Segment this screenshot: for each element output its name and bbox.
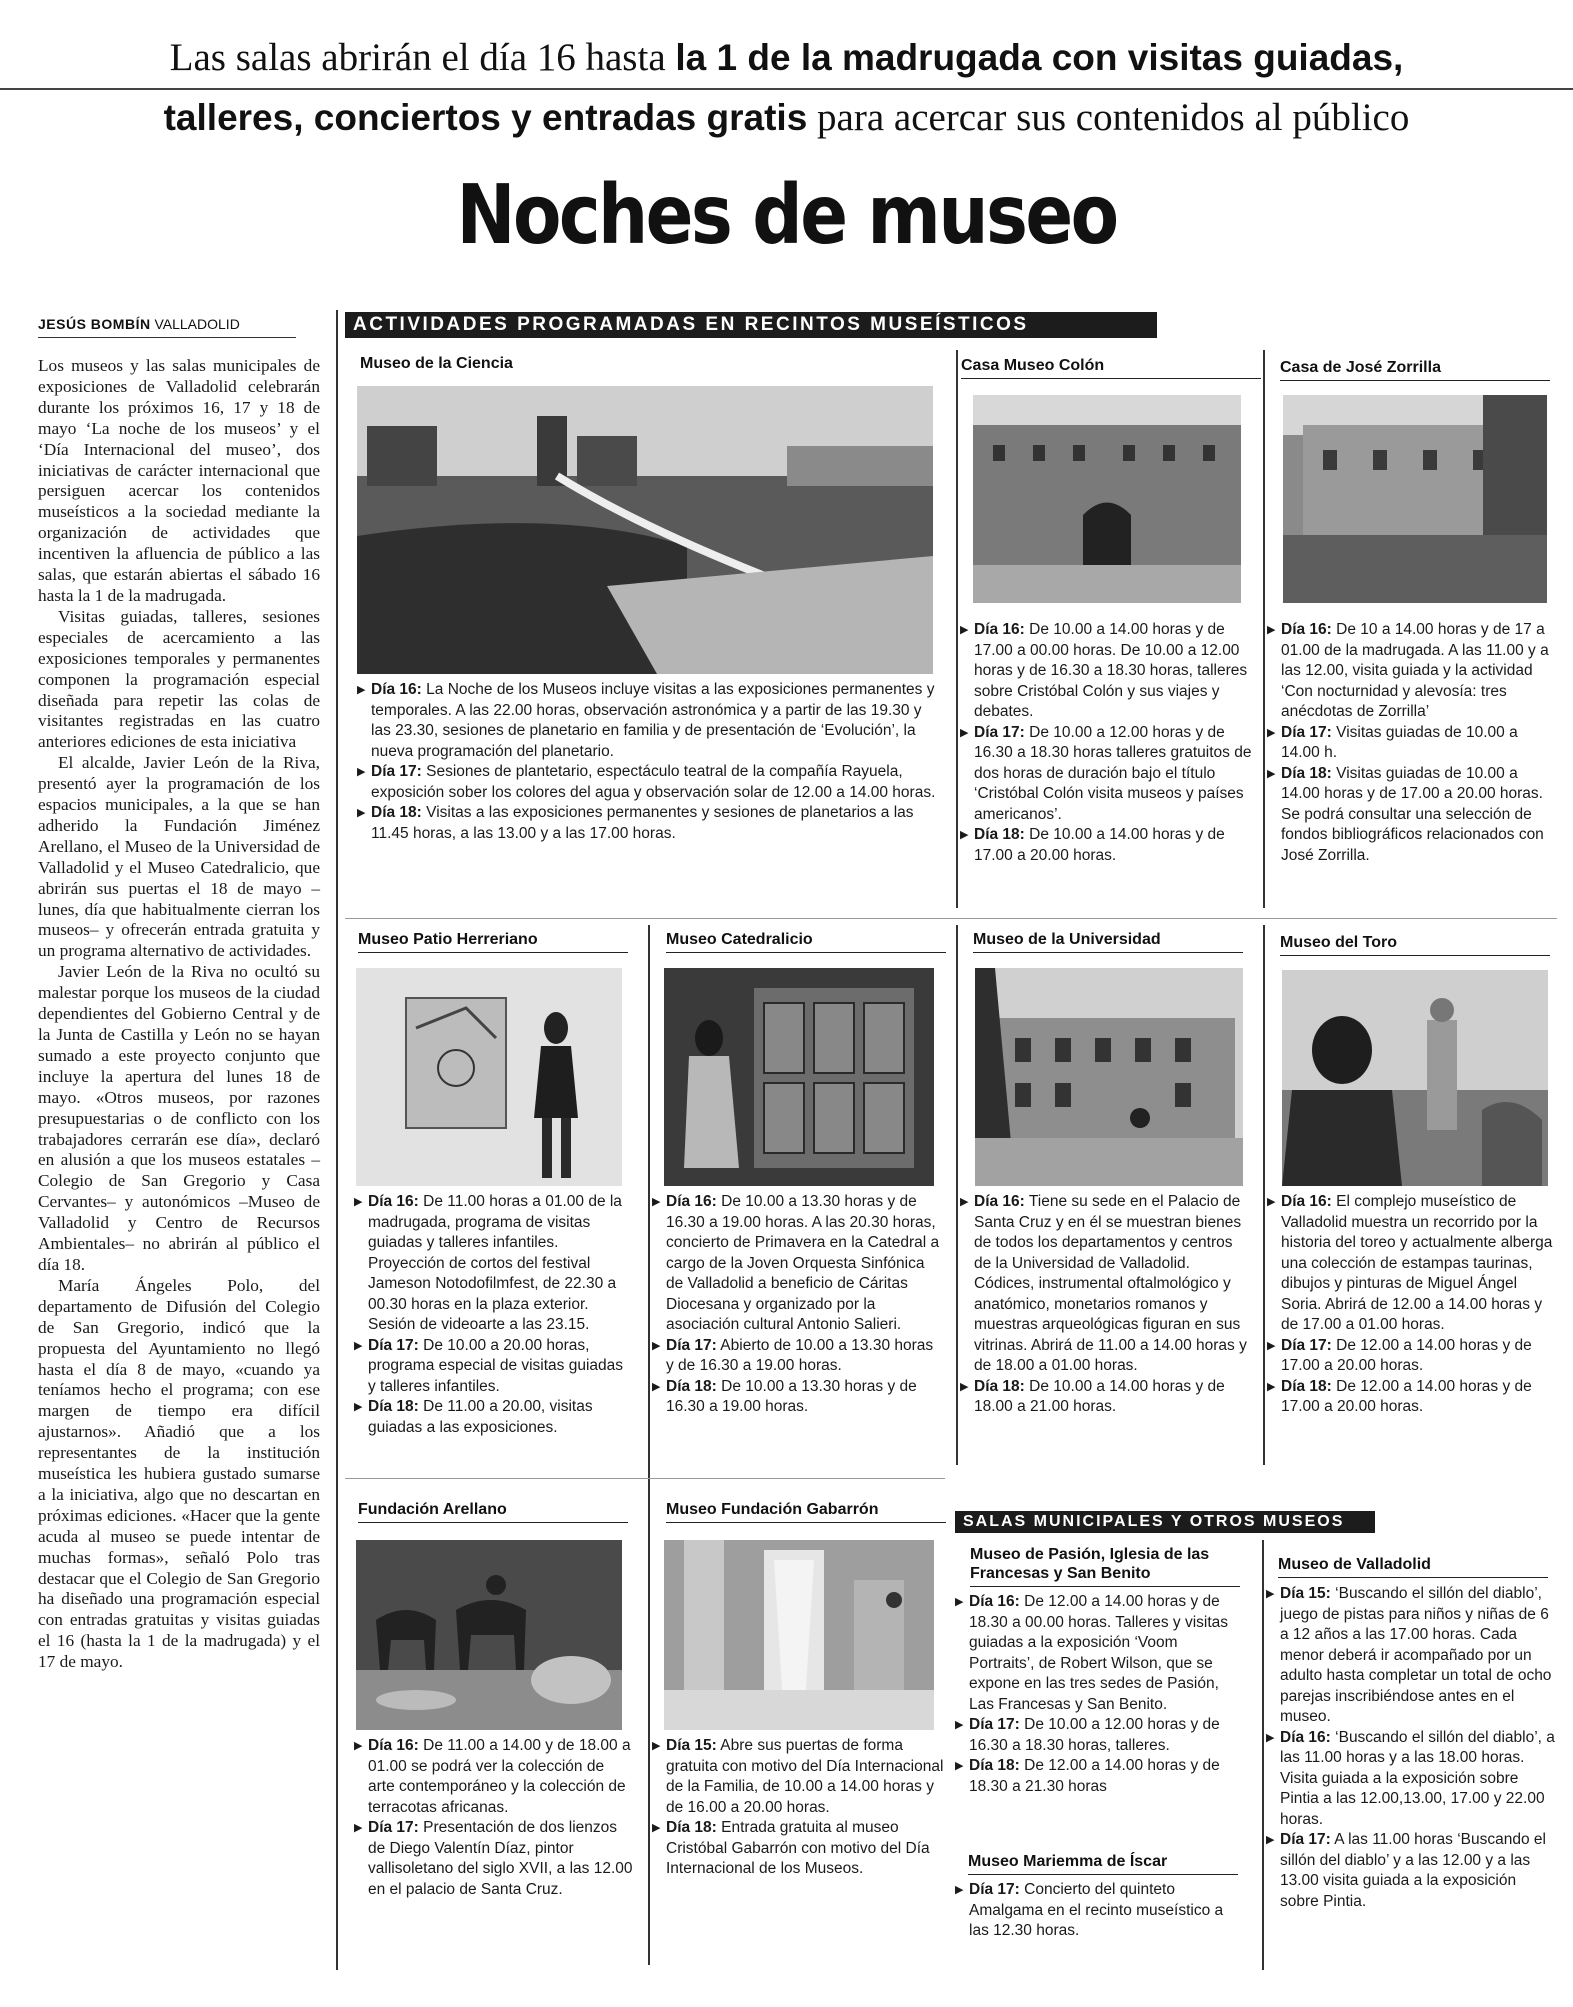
schedule-item bbox=[960, 723, 1252, 826]
schedule-item bbox=[357, 762, 937, 803]
schedule-item bbox=[354, 1736, 634, 1818]
byline-place: VALLADOLID bbox=[154, 316, 240, 332]
schedule-item bbox=[955, 1715, 1247, 1756]
schedule-text: De 12.00 a 14.00 horas y de 17.00 a 20.00 horas. bbox=[1281, 1377, 1532, 1415]
schedule-day: Día 16: bbox=[974, 621, 1025, 638]
schedule-text: La Noche de los Museos incluye visitas a las exposiciones permanentes y temporales. A las 22.00 horas, observación astronómica y a partir de las 19.30 y las 23.30, sesiones de planetario en familia y de presentación de ‘Evolución’, la nueva programación del planetario. bbox=[371, 681, 935, 760]
museum-desc-zorrilla bbox=[1267, 620, 1559, 866]
schedule-item bbox=[354, 1397, 634, 1438]
photo-museo-catedralicio bbox=[664, 968, 934, 1186]
museum-title-gabarron: Museo Fundación Gabarrón bbox=[666, 1500, 946, 1523]
schedule-text: Visitas a las exposiciones permanentes y sesiones de planetarios a las 11.45 horas, a las 13.00 y a las 17.00 horas. bbox=[371, 804, 914, 842]
schedule-item bbox=[955, 1880, 1247, 1942]
schedule-text: Abre sus puertas de forma gratuita con motivo del Día Internacional de la Familia, de 10.00 a 14.00 horas y de 16.00 a 20.00 horas. bbox=[666, 1737, 944, 1816]
article-paragraph: El alcalde, Javier León de la Riva, presentó ayer la programación de los espacios municipales, a la que se han adherido la Fundación Jiménez Arellano, el Museo de la Universidad de Valladolid y el Museo Catedralicio, que abrirán sus puertas el 18 de mayo –lunes, día que habitualmente cierran los museos– y ofrecerán entrada gratuita y un programa alternativo de actividades. bbox=[38, 753, 320, 961]
schedule-day: Día 17: bbox=[1281, 723, 1332, 741]
museum-title-herreriano: Museo Patio Herreriano bbox=[358, 930, 628, 953]
schedule-item bbox=[1267, 1377, 1559, 1418]
schedule-text: De 10 a 14.00 horas y de 17 a 01.00 de la madrugada. A las 11.00 y a las 12.00, visita guiada y la actividad ‘Con nocturnidad y alevosía: tres anécdotas de Zorrilla’ bbox=[1281, 621, 1549, 720]
schedule-item bbox=[652, 1192, 944, 1336]
museum-desc-mariemma bbox=[955, 1880, 1247, 1942]
photo-patio-herreriano bbox=[356, 968, 622, 1186]
schedule-day: Día 16: bbox=[1281, 621, 1332, 638]
schedule-item bbox=[1266, 1728, 1558, 1831]
schedule-day: Día 16: bbox=[974, 1193, 1025, 1210]
schedule-text: Presentación de dos lienzos de Diego Valentín Díaz, pintor vallisoletano del siglo XVII, a las 12.00 en el palacio de Santa Cruz. bbox=[368, 1819, 633, 1898]
subtitle-line-2 bbox=[0, 94, 1573, 142]
museum-title-catedralicio: Museo Catedralicio bbox=[666, 930, 946, 953]
byline-author: JESÚS BOMBÍN bbox=[38, 316, 151, 332]
article-body bbox=[38, 356, 320, 1673]
article-paragraph: Los museos y las salas municipales de exposiciones de Valladolid celebrarán durante los próximos 16, 17 y 18 de mayo ‘La noche de los museos’ y el ‘Día Internacional del museo’, dos iniciativas de carácter internacional que persiguen acercar los contenidos museísticos a la sociedad mediante la organización de actividades que incentiven la afluencia de público a las salas, que estarán abiertas el sábado 16 hasta la 1 de la madrugada. bbox=[38, 356, 320, 605]
museum-desc-universidad bbox=[960, 1192, 1252, 1418]
section-band-main: ACTIVIDADES PROGRAMADAS EN RECINTOS MUSEÍSTICOS bbox=[345, 312, 1157, 338]
museum-title-universidad: Museo de la Universidad bbox=[973, 930, 1243, 953]
schedule-item bbox=[1267, 1336, 1559, 1377]
museum-title-colon: Casa Museo Colón bbox=[961, 356, 1261, 379]
photo-casa-colon bbox=[973, 395, 1241, 603]
schedule-item bbox=[354, 1818, 634, 1900]
schedule-day: Día 18: bbox=[974, 826, 1025, 843]
museum-title-valladolid: Museo de Valladolid bbox=[1278, 1555, 1548, 1578]
schedule-item bbox=[652, 1336, 944, 1377]
museum-title-mariemma: Museo Mariemma de Íscar bbox=[968, 1852, 1238, 1875]
museum-title-ciencia: Museo de la Ciencia bbox=[360, 355, 513, 372]
subtitle-line-2-bold: talleres, conciertos y entradas gratis bbox=[163, 97, 808, 138]
schedule-text: De 10.00 a 14.00 horas y de 17.00 a 20.00 horas. bbox=[974, 826, 1225, 864]
article-paragraph: Javier León de la Riva no ocultó su malestar porque los museos de la ciudad dependientes del Gobierno Central y de la Junta de Castilla y León no se hayan sumado a este proyecto conjunto que incluye la apertura del lunes 18 de mayo. «Otros museos, por razones presupuestarias o de conflicto con los trabajadores cerrarán ese día», declaró en alusión a que los museos estatales –Colegio de San Gregorio y Casa Cervantes– y autonómicos –Museo de Valladolid y Centro de Recursos Ambientales– no abrirán al público el día 18. bbox=[38, 962, 320, 1274]
schedule-day: Día 18: bbox=[371, 804, 422, 821]
schedule-text: El complejo museístico de Valladolid muestra un recorrido por la historia del toreo y actualmente alberga una colección de estampas taurinas, dibujos y pinturas de Miguel Ángel Soria. Abrirá de 12.00 a 14.00 horas y de 17.00 a 01.00 horas. bbox=[1281, 1193, 1553, 1333]
schedule-day: Día 17: bbox=[969, 1881, 1020, 1898]
schedule-text: De 10.00 a 13.30 horas y de 16.30 a 19.00 horas. bbox=[666, 1377, 917, 1415]
subtitle-line-2-normal: para acercar sus contenidos al público bbox=[817, 96, 1410, 139]
schedule-item bbox=[1267, 723, 1559, 764]
schedule-day: Día 18: bbox=[1281, 764, 1332, 782]
schedule-text: De 12.00 a 14.00 horas y de 18.30 a 21.30 horas bbox=[969, 1757, 1220, 1795]
schedule-day: Día 17: bbox=[368, 1819, 419, 1836]
schedule-day: Día 16: bbox=[666, 1193, 717, 1210]
schedule-text: De 11.00 a 20.00, visitas guiadas a las exposiciones. bbox=[368, 1398, 593, 1436]
schedule-text: ‘Buscando el sillón del diablo’, juego de pistas para niños y niñas de 6 a 12 años a las 17.00 horas. Cada menor deberá ir acompañado por un adulto hasta completar un total de ocho parejas inscribiéndose antes en el museo. bbox=[1280, 1585, 1552, 1725]
schedule-item bbox=[960, 620, 1252, 723]
schedule-text: ‘Buscando el sillón del diablo’, a las 11.00 horas y a las 18.00 horas. Visita guiada a la exposición sobre Pintia a las 12.00,13.00, 17.00 y 22.00 horas. bbox=[1280, 1728, 1555, 1828]
museum-desc-ciencia bbox=[357, 680, 937, 844]
museum-desc-colon bbox=[960, 620, 1252, 866]
schedule-day: Día 16: bbox=[1280, 1728, 1331, 1746]
schedule-item bbox=[1267, 620, 1559, 723]
schedule-text: De 12.00 a 14.00 horas y de 17.00 a 20.00 horas. bbox=[1281, 1336, 1532, 1374]
museum-desc-arellano bbox=[354, 1736, 634, 1900]
schedule-item bbox=[1267, 764, 1559, 867]
museum-title-pasion: Museo de Pasión, Iglesia de las Francesas y San Benito bbox=[970, 1545, 1240, 1587]
schedule-text: De 10.00 a 12.00 horas y de 16.30 a 18.30 horas, talleres. bbox=[969, 1716, 1220, 1754]
schedule-day: Día 15: bbox=[666, 1737, 717, 1754]
schedule-text: Concierto del quinteto Amalgama en el recinto museístico a las 12.30 horas. bbox=[969, 1881, 1224, 1939]
schedule-day: Día 17: bbox=[1280, 1831, 1331, 1848]
schedule-item bbox=[354, 1192, 634, 1336]
schedule-item bbox=[960, 1377, 1252, 1418]
article-paragraph: Visitas guiadas, talleres, sesiones especiales de acercamiento a las exposiciones temporales y permanentes componen la programación especial diseñada para repetir las colas de visitantes registradas en las cuatro anteriores ediciones de esta iniciativa bbox=[38, 606, 320, 752]
schedule-text: Abierto de 10.00 a 13.30 horas y de 16.30 a 19.00 horas. bbox=[666, 1336, 934, 1374]
schedule-day: Día 18: bbox=[969, 1757, 1020, 1774]
schedule-text: De 12.00 a 14.00 horas y de 18.30 a 00.00 horas. Talleres y visitas guiadas a la exposición ‘Voom Portraits’, de Robert Wilson, que se expone en las tres sedes de Pasión, Las Francesas y San Benito. bbox=[969, 1593, 1229, 1713]
subtitle-line-1 bbox=[0, 34, 1573, 82]
museum-title-toro: Museo del Toro bbox=[1280, 933, 1550, 956]
museum-title-arellano: Fundación Arellano bbox=[358, 1500, 628, 1523]
section-band-secondary: SALAS MUNICIPALES Y OTROS MUSEOS bbox=[955, 1511, 1375, 1533]
schedule-text: De 10.00 a 12.00 horas y de 16.30 a 18.30 horas talleres gratuitos de dos horas de duración bajo el título ‘Cristóbal Colón visita museos y países americanos’. bbox=[974, 723, 1252, 823]
schedule-text: Tiene su sede en el Palacio de Santa Cruz y en él se muestran bienes de todos los departamentos y centros de la Universidad de Valladolid. Códices, instrumental oftalmológico y anatómico, monetarios romanos y muestras arqueológicas figuran en sus vitrinas. Abrirá de 11.00 a 14.00 horas y de 18.00 a 01.00 horas. bbox=[974, 1193, 1247, 1374]
schedule-text: A las 11.00 horas ‘Buscando el sillón del diablo’ y a las 12.00 y a las 13.00 visita guiada a la exposición sobre Pintia. bbox=[1280, 1831, 1546, 1910]
schedule-day: Día 18: bbox=[974, 1377, 1025, 1395]
photo-casa-zorrilla bbox=[1283, 395, 1547, 603]
schedule-text: De 11.00 horas a 01.00 de la madrugada, programa de visitas guiadas y talleres infantiles. Proyección de cortos del festival Jameson Notodofilmfest, de 22.30 a 00.30 horas en la plaza exterior. Sesión de videoarte a las 23.15. bbox=[368, 1193, 622, 1333]
museum-desc-toro bbox=[1267, 1192, 1559, 1418]
schedule-day: Día 16: bbox=[368, 1193, 419, 1210]
schedule-item bbox=[1266, 1830, 1558, 1912]
schedule-day: Día 16: bbox=[969, 1593, 1020, 1610]
schedule-text: Visitas guiadas de 10.00 a 14.00 h. bbox=[1281, 723, 1518, 761]
museum-desc-pasion bbox=[955, 1592, 1247, 1797]
schedule-text: De 10.00 a 14.00 horas y de 17.00 a 00.00 horas. De 10.00 a 12.00 horas y de 16.30 a 18.30 horas, talleres sobre Cristóbal Colón y sus viajes y debates. bbox=[974, 621, 1248, 720]
schedule-item bbox=[955, 1592, 1247, 1715]
museum-title-zorrilla: Casa de José Zorrilla bbox=[1280, 358, 1550, 381]
schedule-day: Día 18: bbox=[666, 1819, 717, 1836]
schedule-text: De 11.00 a 14.00 y de 18.00 a 01.00 se podrá ver la colección de arte contemporáneo y la colección de terracotas africanas. bbox=[368, 1737, 631, 1816]
schedule-day: Día 16: bbox=[371, 681, 422, 698]
schedule-text: Entrada gratuita al museo Cristóbal Gabarrón con motivo del Día Internacional de los Museos. bbox=[666, 1819, 930, 1877]
byline bbox=[38, 316, 296, 338]
schedule-item bbox=[354, 1336, 634, 1398]
museum-desc-catedralicio bbox=[652, 1192, 944, 1418]
schedule-item bbox=[652, 1736, 944, 1818]
photo-fundacion-arellano bbox=[356, 1540, 622, 1730]
schedule-text: Visitas guiadas de 10.00 a 14.00 horas y de 17.00 a 20.00 horas. Se podrá consultar una selección de fondos bibliográficos relacionados con José Zorrilla. bbox=[1281, 764, 1544, 864]
schedule-day: Día 18: bbox=[666, 1377, 717, 1395]
schedule-day: Día 17: bbox=[368, 1336, 419, 1354]
schedule-text: Sesiones de plantetario, espectáculo teatral de la compañía Rayuela, exposición sober los colores del agua y observación solar de 12.00 a 14.00 horas. bbox=[371, 763, 936, 801]
schedule-text: De 10.00 a 13.30 horas y de 16.30 a 19.00 horas. A las 20.30 horas, concierto de Primavera en la Catedral a cargo de la Joven Orquesta Sinfónica de Valladolid a beneficio de Cáritas Diocesana y organizado por la asociación cultural Antonio Salieri. bbox=[666, 1193, 940, 1333]
photo-museo-universidad bbox=[975, 968, 1243, 1186]
subtitle-line-1-bold: la 1 de la madrugada con visitas guiadas, bbox=[675, 37, 1404, 78]
schedule-day: Día 16: bbox=[368, 1737, 419, 1754]
schedule-item bbox=[652, 1377, 944, 1418]
schedule-item bbox=[652, 1818, 944, 1880]
photo-fundacion-gabarron bbox=[664, 1540, 934, 1730]
schedule-text: De 10.00 a 20.00 horas, programa especial de visitas guiadas y talleres infantiles. bbox=[368, 1336, 624, 1395]
schedule-item bbox=[960, 825, 1252, 866]
schedule-day: Día 17: bbox=[969, 1716, 1020, 1733]
schedule-day: Día 18: bbox=[1281, 1377, 1332, 1395]
schedule-day: Día 15: bbox=[1280, 1585, 1331, 1602]
schedule-item bbox=[955, 1756, 1247, 1797]
schedule-item bbox=[960, 1192, 1252, 1377]
museum-desc-herreriano bbox=[354, 1192, 634, 1438]
schedule-item bbox=[357, 803, 937, 844]
museum-desc-valladolid bbox=[1266, 1584, 1558, 1912]
headline: Noches de museo bbox=[456, 168, 1117, 263]
schedule-day: Día 17: bbox=[1281, 1336, 1332, 1354]
schedule-item bbox=[1267, 1192, 1559, 1336]
subtitle-line-1-normal: Las salas abrirán el día 16 hasta bbox=[169, 36, 666, 79]
photo-museo-ciencia bbox=[357, 386, 933, 674]
schedule-text: De 10.00 a 14.00 horas y de 18.00 a 21.00 horas. bbox=[974, 1377, 1225, 1415]
museum-desc-gabarron bbox=[652, 1736, 944, 1880]
schedule-item bbox=[1266, 1584, 1558, 1728]
schedule-day: Día 18: bbox=[368, 1398, 419, 1415]
photo-museo-toro bbox=[1282, 970, 1548, 1186]
schedule-day: Día 16: bbox=[1281, 1193, 1332, 1210]
article-paragraph: María Ángeles Polo, del departamento de Difusión del Colegio de San Gregorio, indicó que la propuesta del Ayuntamiento no llegó hasta el día 8 de mayo, «cuando ya teníamos hecho el programa; con ese margen de tiempo era difícil ajustarnos». Añadió que a los representantes de la institución museística les hubiera gustado sumarse a la iniciativa, algo que no descartan en próximas ediciones. «Hacer que la gente acuda al museo se puede intentar de muchas formas», señaló Polo tras destacar que el Colegio de San Gregorio ha diseñado una programación especial con entradas gratuitas y visitas guiadas el 16 (hasta la 1 de la madrugada) y el 17 de mayo. bbox=[38, 1275, 320, 1672]
schedule-item bbox=[357, 680, 937, 762]
schedule-day: Día 17: bbox=[666, 1336, 717, 1354]
schedule-day: Día 17: bbox=[974, 723, 1025, 741]
schedule-day: Día 17: bbox=[371, 763, 422, 780]
